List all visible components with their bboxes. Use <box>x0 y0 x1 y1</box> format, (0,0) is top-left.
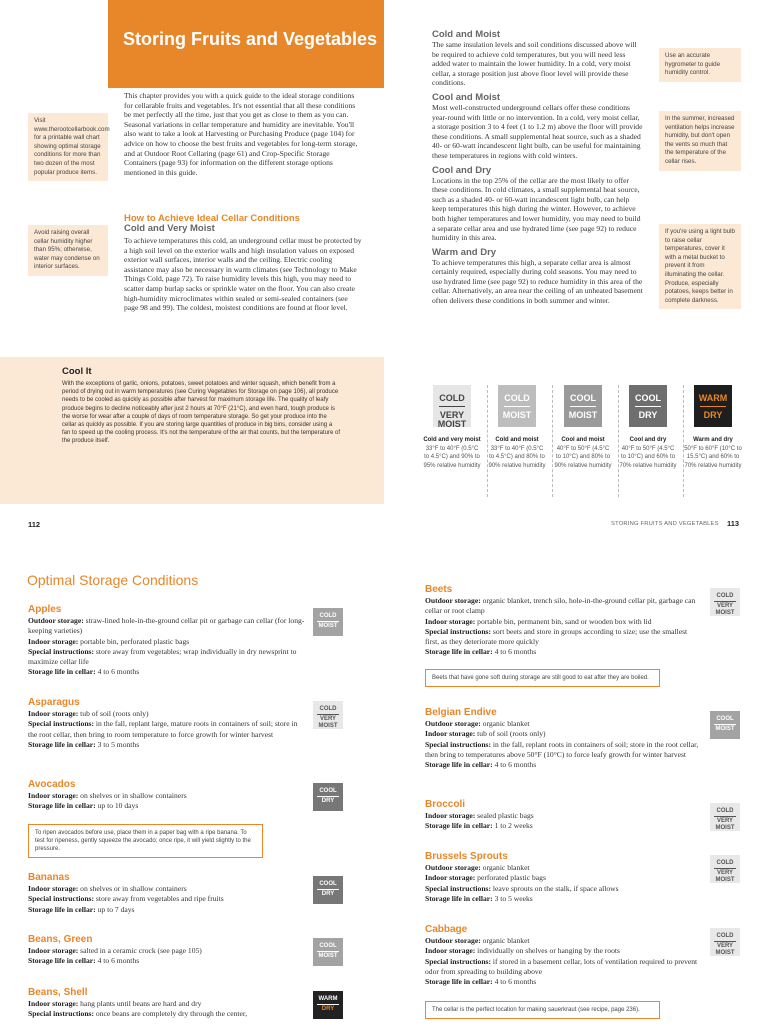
entry-field-value: sort beets and store in groups according to size; use the smallest first, as they deteriorate more quickly <box>425 626 688 647</box>
entry-field-value: up to 7 days <box>95 904 135 914</box>
entry-line <box>425 884 702 894</box>
entry-field-value: 3 to 5 weeks <box>492 893 533 903</box>
entry-line <box>425 873 702 883</box>
storage-entry <box>425 925 702 987</box>
entry-field-label: Storage life in cellar: <box>28 956 96 966</box>
entry-field-value: on shelves or in shallow containers <box>78 791 187 801</box>
storage-entry <box>28 873 305 915</box>
entry-name: Brussels Sprouts <box>425 851 508 862</box>
storage-entry <box>28 605 305 677</box>
condition-caption <box>488 436 546 470</box>
entry-line <box>28 946 305 956</box>
entry-tip-box: Beets that have gone soft during storage are still good to eat after they are boiled. <box>425 669 660 687</box>
condition-tag <box>313 991 343 1019</box>
condition-tag <box>710 803 740 831</box>
condition-tag <box>313 701 343 729</box>
tag-top: COLD <box>716 860 734 866</box>
entry-line <box>28 801 305 811</box>
tag-bottom: VERY MOIST <box>715 870 735 883</box>
entry-field-label: Indoor storage: <box>28 791 79 801</box>
entry-field-label: Storage life in cellar: <box>425 977 493 987</box>
chip-top-label: COOL <box>635 393 661 403</box>
entry-name: Cabbage <box>425 924 468 935</box>
entry-field-label: Storage life in cellar: <box>28 739 96 749</box>
entry-field-value: 4 to 6 months <box>492 977 537 987</box>
entry-field-label: Special instructions: <box>425 739 492 749</box>
entry-line <box>28 637 305 647</box>
entry-field-label: Indoor storage: <box>425 946 476 956</box>
chip-bottom-label: MOIST <box>568 410 598 420</box>
entry-field-label: Storage life in cellar: <box>425 647 493 657</box>
entry-field-label: Special instructions: <box>28 1009 95 1019</box>
entry-line <box>425 760 702 770</box>
caption-range: 40°F to 50°F (4.5°C to 10°C) and 80% to 90% relative humidity <box>554 445 612 469</box>
entry-field-label: Outdoor storage: <box>425 596 481 606</box>
warm-dry-body: To achieve temperatures this high, a separate cellar area is almost certainly required, especially during cold seasons. You may need to use hydrated lime (see page 92) to reduce humidity in this area of the cellar. Alternatively, an area near the ceiling of an unheated basement often delivers these conditions in both summer and winter. <box>432 257 643 306</box>
entry-field-value: organic blanket <box>480 936 530 946</box>
tag-rule <box>317 1004 339 1005</box>
caption-range: 33°F to 40°F (0.5°C to 4.5°C) and 90% to 95% relative humidity <box>423 445 481 469</box>
caption-title: Cold and very moist <box>423 437 481 443</box>
right-note-ventilation: In the summer, increased ventilation helps increase humidity, but don't open the vents so much that the temperature of the cellar rises. <box>659 111 741 171</box>
entry-field-label: Indoor storage: <box>425 873 476 883</box>
entry-line <box>28 884 305 894</box>
entry-field-label: Storage life in cellar: <box>425 821 493 831</box>
entry-name: Beans, Green <box>28 934 93 945</box>
entry-field-label: Storage life in cellar: <box>425 760 493 770</box>
entry-field-value: portable bin, perforated plastic bags <box>78 636 190 646</box>
chip-bottom-label: MOIST <box>502 410 532 420</box>
condition-chip <box>498 385 536 427</box>
entry-field-value: hang plants until beans are hard and dry <box>78 999 202 1009</box>
entry-line <box>28 956 305 966</box>
entry-field-label: Special instructions: <box>425 883 492 893</box>
cold-moist-body: The same insulation levels and soil conditions discussed above will be required to achieve cold temperatures, but you will need less added water to maintain the lower humidity. In a cold, very moist cellar, a storage position just above floor level will provide these conditions. <box>432 40 637 88</box>
entry-line <box>425 729 702 739</box>
ideal-conditions-heading: How to Achieve Ideal Cellar Conditions <box>124 213 300 224</box>
entry-field-value: organic blanket <box>480 719 530 729</box>
condition-caption <box>423 436 481 470</box>
entry-line <box>425 821 702 831</box>
storage-entry <box>425 800 702 832</box>
condition-chip <box>433 385 471 427</box>
storage-entry <box>425 585 702 657</box>
entry-line <box>425 627 702 647</box>
legend-divider <box>552 385 553 497</box>
entry-field-label: Storage life in cellar: <box>28 667 96 677</box>
tag-rule <box>317 714 339 715</box>
cool-dry-body: Locations in the top 25% of the cellar are the most likely to offer these conditions. In cold climates, a small supplemental heat source, such as a shaded 40- or 60-watt incandescent light bulb, can help keep temperatures this high during the winter. However, to achieve both higher temperatures and lower humidity, you may need to build a separate cellar area and use hydrated lime (see page 92) to reduce humidity in this area. <box>432 175 641 243</box>
entry-name: Broccoli <box>425 799 466 810</box>
entry-field-value: sealed plastic bags <box>475 811 534 821</box>
tag-bottom: DRY <box>321 798 335 804</box>
entry-line <box>425 894 702 904</box>
entry-field-value: 4 to 6 months <box>492 760 537 770</box>
entry-line <box>425 719 702 729</box>
entry-field-label: Outdoor storage: <box>425 719 481 729</box>
entry-line <box>28 740 305 750</box>
entry-tip-box: The cellar is the perfect location for making sauerkraut (see recipe, page 236). <box>425 1001 660 1019</box>
cold-very-moist-body: To achieve temperatures this cold, an underground cellar must be protected by a high soil level on the exterior walls and high insulation values on exposed exterior wall surfaces, interior walls and the ceiling. Electric cooling assistance may also be necessary in warm climates (see Technology to Make Things Cold, page 72). To raise humidity levels this high, you may need to scatter damp burlap sacks or sprinkle water on the floor. You can also create high-humidity microclimates within sealed or semi-sealed containers (see page 98 and 99). The coldest, moistest conditions are found at floor level. <box>124 236 362 313</box>
entry-field-value: perforated plastic bags <box>475 873 546 883</box>
condition-caption <box>554 436 612 470</box>
entry-name: Apples <box>28 604 62 615</box>
entry-line <box>425 811 702 821</box>
tag-bottom: VERY MOIST <box>318 716 338 729</box>
condition-tag <box>710 928 740 956</box>
chapter-banner <box>108 0 384 88</box>
condition-tag <box>313 783 343 811</box>
caption-range: 33°F to 40°F (0.5°C to 4.5°C) and 80% to 90% relative humidity <box>488 445 546 469</box>
entry-field-value: 3 to 5 months <box>95 739 140 749</box>
side-note-humidity: Avoid raising overall cellar humidity higher than 95%; otherwise, water may condense on interior surfaces. <box>28 225 108 276</box>
tag-bottom: MOIST <box>318 623 338 629</box>
right-note-hygrometer: Use an accurate hygrometer to guide humidity control. <box>659 48 741 82</box>
caption-title: Cool and dry <box>629 437 667 443</box>
entry-field-value: organic blanket, trench silo, hole-in-the-ground cellar pit, garbage can cellar or root clamp <box>425 596 696 616</box>
entry-field-value: straw-lined hole-in-the-ground cellar pit or garbage can cellar (for long-keeping varieties) <box>28 616 305 636</box>
tag-top: COOL <box>716 716 734 722</box>
storage-entry <box>425 708 702 770</box>
caption-title: Cold and moist <box>495 437 539 443</box>
tag-rule <box>317 621 339 622</box>
entry-line <box>28 667 305 677</box>
entry-line <box>28 1009 305 1019</box>
tag-bottom: MOIST <box>715 726 735 732</box>
entry-name: Beets <box>425 584 453 595</box>
tag-bottom: DRY <box>321 891 335 897</box>
side-note-website: Visit www.therootcellarbook.com for a printable wall chart showing optimal storage conditions for more than two dozen of the most popular produce items. <box>28 113 108 181</box>
tag-rule <box>714 724 736 725</box>
cool-dry-heading: Cool and Dry <box>432 164 492 176</box>
entry-line <box>425 740 702 760</box>
tag-top: COOL <box>319 881 337 887</box>
tag-rule <box>714 601 736 602</box>
entry-field-value: if stored in a basement cellar, lots of ventilation required to prevent odor from spreading to building above <box>425 956 698 976</box>
entry-field-label: Special instructions: <box>28 646 95 656</box>
storage-entry <box>28 935 305 967</box>
caption-title: Cool and moist <box>561 437 605 443</box>
page-number-right: 113 <box>727 519 740 528</box>
entry-name: Beans, Shell <box>28 987 88 998</box>
storage-entry <box>28 988 305 1020</box>
entry-line <box>28 647 305 667</box>
entry-field-value: 1 to 2 weeks <box>492 821 533 831</box>
condition-chip <box>564 385 602 427</box>
tag-rule <box>714 941 736 942</box>
entry-field-value: up to 10 days <box>95 801 139 811</box>
right-sections <box>432 29 644 306</box>
condition-caption <box>684 436 742 470</box>
condition-chip <box>694 385 732 427</box>
condition-chip <box>629 385 667 427</box>
entry-name: Asparagus <box>28 697 80 708</box>
condition-tag <box>313 938 343 966</box>
running-footer: STORING FRUITS AND VEGETABLES <box>611 521 719 527</box>
entry-field-value: 4 to 6 months <box>95 956 140 966</box>
tag-top: COOL <box>319 943 337 949</box>
tag-bottom: MOIST <box>318 953 338 959</box>
entry-field-label: Indoor storage: <box>425 811 476 821</box>
entry-field-value: 4 to 6 months <box>492 647 537 657</box>
entry-line <box>28 719 305 739</box>
entry-line <box>28 905 305 915</box>
cool-it-title: Cool It <box>62 366 92 377</box>
storage-entry <box>425 852 702 904</box>
entry-field-label: Outdoor storage: <box>425 936 481 946</box>
condition-tag <box>313 608 343 636</box>
entry-field-value: 4 to 6 months <box>95 667 140 677</box>
entry-line <box>425 647 702 657</box>
cool-moist-body: Most well-constructed underground cellars offer these conditions year-round with little or no intervention. In a cold, very moist cellar, a storage position 3 to 4 feet (1 to 1.2 m) above the floor will provide these conditions. A small supplemental heat source, such as a shaded 40- or 60-watt incandescent light bulb, can be useful for maintaining these temperatures in regions with cold winters. <box>432 102 643 160</box>
entry-field-label: Indoor storage: <box>28 884 79 894</box>
tag-bottom: VERY MOIST <box>715 603 735 616</box>
condition-caption <box>619 436 677 470</box>
entry-field-label: Indoor storage: <box>28 709 79 719</box>
cool-it-box <box>0 357 384 504</box>
entry-field-label: Outdoor storage: <box>28 616 84 626</box>
caption-range: 40°F to 50°F (4.5°C to 10°C) and 60% to 70% relative humidity <box>619 445 677 469</box>
entry-name: Belgian Endive <box>425 707 497 718</box>
tag-top: COLD <box>319 706 337 712</box>
tag-rule <box>317 796 339 797</box>
chip-top-label: COLD <box>439 393 465 403</box>
entry-field-value: in the fall, replant roots in containers of soil; store in the root cellar, then bring to temperatures above 50°F (10°C) to force leafy growth for winter harvest <box>425 739 699 759</box>
entry-line <box>28 709 305 719</box>
tag-top: COLD <box>319 613 337 619</box>
entry-name: Avocados <box>28 779 76 790</box>
entry-line <box>425 863 702 873</box>
caption-title: Warm and dry <box>693 437 733 443</box>
entry-tip-box: To ripen avocados before use, place them in a paper bag with a ripe banana. To test for ripeness, gently squeeze the avocado; once ripe, it will yield slightly to the pressure. <box>28 824 263 858</box>
entry-field-value: salted in a ceramic crock (see page 105) <box>78 946 202 956</box>
condition-tag <box>710 711 740 739</box>
entry-field-value: portable bin, permanent bin, sand or wooden box with lid <box>475 616 652 626</box>
chip-top-label: COOL <box>570 393 596 403</box>
entry-field-value: individually on shelves or hanging by the roots <box>475 946 620 956</box>
entry-field-label: Indoor storage: <box>28 946 79 956</box>
entry-line <box>28 616 305 636</box>
entry-field-value: once beans are completely dry through the center, <box>94 1009 248 1019</box>
entry-field-label: Storage life in cellar: <box>28 904 96 914</box>
chip-bottom-label: DRY <box>638 410 658 420</box>
entry-field-label: Indoor storage: <box>425 729 476 739</box>
intro-paragraph: This chapter provides you with a quick guide to the ideal storage conditions for cellarable fruits and vegetables. It's not essential that all these conditions be met perfectly all the time, just that you get as close to them as you can. Seasonal variations in cellar temperature and humidity are inevitable. You'll also want to take a look at Harvesting or Purchasing Produce (page 104) for advice on how to choose the best fruits and vegetables for long-term storage, and at Outdoor Root Cellaring (page 61) and Crop-Specific Storage Containers (page 93) for information on the different storage options mentioned in this guide. <box>124 91 358 177</box>
tag-top: COLD <box>716 933 734 939</box>
entry-line <box>425 977 702 987</box>
entry-field-value: in the fall, replant large, mature roots in containers of soil; store in the root cellar, then bring to room temperature to force growth for winter harvest <box>28 719 298 739</box>
chip-bottom-label: DRY <box>703 410 723 420</box>
storage-entry <box>28 698 305 750</box>
entry-field-label: Special instructions: <box>425 956 492 966</box>
condition-tag <box>710 588 740 616</box>
entry-name: Bananas <box>28 872 70 883</box>
entry-field-label: Special instructions: <box>28 719 95 729</box>
chapter-title: Storing Fruits and Vegetables <box>123 29 378 49</box>
entry-field-label: Indoor storage: <box>425 616 476 626</box>
caption-range: 50°F to 60°F (10°C to 15.5°C) and 60% to 70% relative humidity <box>684 445 742 469</box>
cold-very-moist-heading: Cold and Very Moist <box>124 223 215 234</box>
entry-field-value: store away from vegetables and ripe fruits <box>94 894 224 904</box>
chip-bottom-label: VERY MOIST <box>437 410 467 429</box>
entry-field-label: Special instructions: <box>425 626 492 636</box>
entry-line <box>425 617 702 627</box>
entry-field-value: tub of soil (roots only) <box>78 709 149 719</box>
page-number-left: 112 <box>28 520 41 529</box>
entry-line <box>28 791 305 801</box>
cold-moist-heading: Cold and Moist <box>432 29 501 40</box>
entry-line <box>425 936 702 946</box>
tag-rule <box>714 868 736 869</box>
entry-field-value: leave sprouts on the stalk, if space allows <box>491 883 619 893</box>
tag-rule <box>317 889 339 890</box>
storage-entry <box>28 780 305 812</box>
entry-field-label: Indoor storage: <box>28 636 79 646</box>
entry-field-value: organic blanket <box>480 863 530 873</box>
cool-moist-heading: Cool and Moist <box>432 91 501 103</box>
condition-tag <box>710 855 740 883</box>
tag-bottom: DRY <box>321 1006 335 1012</box>
entry-line <box>28 894 305 904</box>
entry-field-value: tub of soil (roots only) <box>475 729 546 739</box>
entry-field-label: Indoor storage: <box>28 999 79 1009</box>
tag-top: COLD <box>716 593 734 599</box>
entry-field-label: Storage life in cellar: <box>425 893 493 903</box>
entry-line <box>425 957 702 977</box>
entry-line <box>425 596 702 616</box>
entry-field-label: Special instructions: <box>28 894 95 904</box>
tag-rule <box>317 951 339 952</box>
entry-field-label: Storage life in cellar: <box>28 801 96 811</box>
chip-top-label: COLD <box>504 393 530 403</box>
tag-bottom: VERY MOIST <box>715 943 735 956</box>
tag-top: WARM <box>318 996 338 1002</box>
tag-top: COOL <box>319 788 337 794</box>
entry-line <box>28 999 305 1009</box>
entry-field-label: Outdoor storage: <box>425 863 481 873</box>
right-note-light-bulb: If you're using a light bulb to raise cellar temperatures, cover it with a metal bucket to prevent it from illuminating the cellar. Produce, especially potatoes, keeps better in complete darkness. <box>659 224 741 309</box>
condition-tag <box>313 876 343 904</box>
cool-it-body: With the exceptions of garlic, onions, potatoes, sweet potatoes and winter squash, which benefit from a period of drying out in warm temperatures (see Curing Vegetables for Storage on page 106), all produce needs to be cooled as quickly as possible after harvest for maximum storage life. The quality of leafy produce begins to decline noticeably after just 2 hours at 70°F (21°C), and even hard, tough produce is the worse for wear after a couple of days of room temperature storage. So get your produce into the cellar as quickly as possible. If you are storing large quantities of produce in big bins, consider using a fan to speed up the cooling process. It's not the temperature of the air that counts, but the temperature of the produce itself. <box>62 381 340 445</box>
warm-dry-heading: Warm and Dry <box>432 246 497 258</box>
entry-field-value: on shelves or in shallow containers <box>78 884 187 894</box>
tag-top: COLD <box>716 808 734 814</box>
tag-rule <box>714 816 736 817</box>
optimal-storage-title: Optimal Storage Conditions <box>27 572 199 588</box>
tag-bottom: VERY MOIST <box>715 818 735 831</box>
entry-line <box>425 946 702 956</box>
entry-field-value: store away from vegetables; wrap individually in dry newsprint to maximize cellar life <box>28 646 297 667</box>
chip-top-label: WARM <box>698 393 728 403</box>
